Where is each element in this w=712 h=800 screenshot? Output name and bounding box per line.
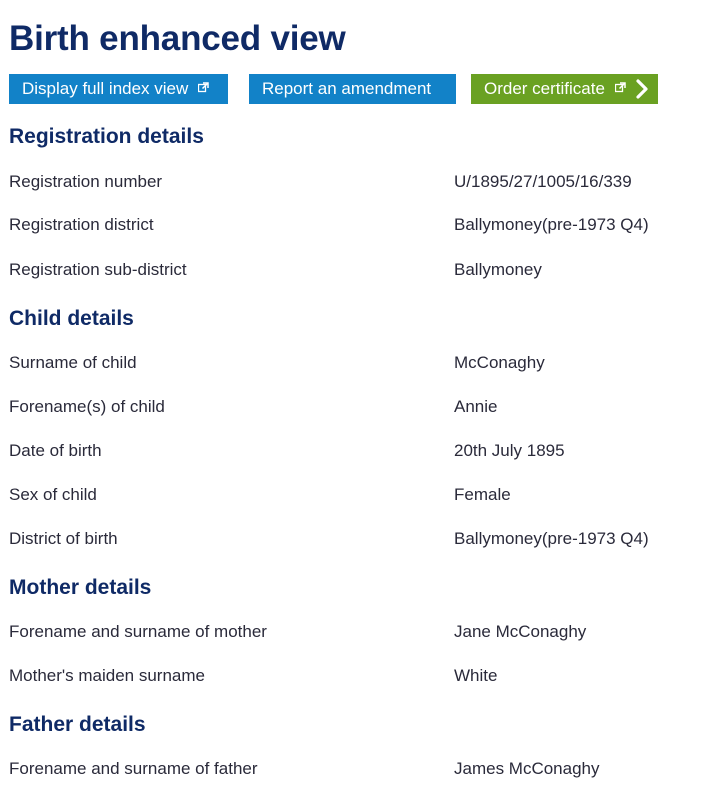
registration-district-label: Registration district: [9, 215, 154, 234]
order-certificate-button[interactable]: [471, 74, 658, 104]
mother-maiden-surname-value: White: [454, 666, 498, 685]
child-surname-label: Surname of child: [9, 353, 137, 372]
report-amendment-button[interactable]: [249, 74, 456, 104]
chevron-right-icon: [636, 74, 648, 104]
child-details-heading: Child details: [9, 307, 134, 330]
child-forename-value: Annie: [454, 397, 498, 416]
mother-maiden-surname-label: Mother's maiden surname: [9, 666, 205, 685]
display-full-index-button[interactable]: [9, 74, 228, 104]
registration-details-heading: Registration details: [9, 125, 204, 148]
father-name-label: Forename and surname of father: [9, 759, 258, 778]
display-full-index-label: Display full index view: [22, 79, 189, 98]
child-surname-value: McConaghy: [454, 353, 545, 372]
registration-subdistrict-label: Registration sub-district: [9, 260, 187, 279]
registration-number-label: Registration number: [9, 172, 163, 191]
registration-district-value: Ballymoney(pre-1973 Q4): [454, 215, 649, 234]
father-details-heading: Father details: [9, 713, 146, 736]
external-link-icon: [615, 73, 626, 103]
district-of-birth-value: Ballymoney(pre-1973 Q4): [454, 529, 649, 548]
sex-of-child-label: Sex of child: [9, 485, 97, 504]
child-forename-label: Forename(s) of child: [9, 397, 165, 416]
external-link-icon: [198, 73, 209, 103]
registration-subdistrict-value: Ballymoney: [454, 260, 542, 279]
mother-name-value: Jane McConaghy: [454, 622, 587, 641]
date-of-birth-value: 20th July 1895: [454, 441, 565, 460]
mother-name-label: Forename and surname of mother: [9, 622, 267, 641]
date-of-birth-label: Date of birth: [9, 441, 102, 460]
sex-of-child-value: Female: [454, 485, 511, 504]
registration-number-value: U/1895/27/1005/16/339: [454, 172, 632, 191]
order-certificate-label: Order certificate: [484, 79, 605, 98]
father-name-value: James McConaghy: [454, 759, 600, 778]
page-title: Birth enhanced view: [9, 19, 346, 58]
report-amendment-label: Report an amendment: [262, 79, 432, 98]
mother-details-heading: Mother details: [9, 576, 152, 599]
district-of-birth-label: District of birth: [9, 529, 118, 548]
